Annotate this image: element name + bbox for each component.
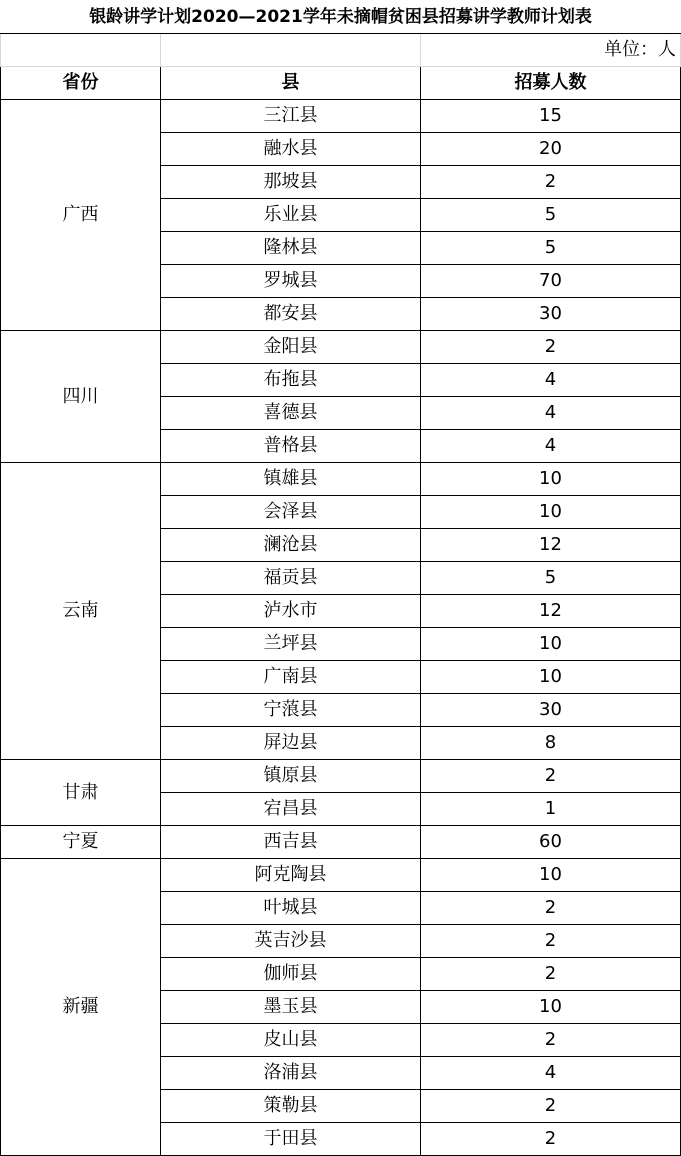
county-cell: 三江县 — [161, 100, 421, 133]
count-cell: 10 — [421, 859, 681, 892]
county-cell: 普格县 — [161, 430, 421, 463]
table-row — [1, 100, 681, 133]
county-cell: 罗城县 — [161, 265, 421, 298]
county-cell: 镇雄县 — [161, 463, 421, 496]
count-cell: 2 — [421, 760, 681, 793]
count-cell: 10 — [421, 463, 681, 496]
count-cell: 10 — [421, 991, 681, 1024]
count-cell: 12 — [421, 595, 681, 628]
county-cell: 宕昌县 — [161, 793, 421, 826]
count-cell: 10 — [421, 661, 681, 694]
county-cell: 伽师县 — [161, 958, 421, 991]
count-cell: 60 — [421, 826, 681, 859]
county-cell: 泸水市 — [161, 595, 421, 628]
county-cell: 布拖县 — [161, 364, 421, 397]
count-cell: 10 — [421, 628, 681, 661]
county-cell: 兰坪县 — [161, 628, 421, 661]
county-cell: 福贡县 — [161, 562, 421, 595]
header-count: 招募人数 — [421, 67, 681, 100]
county-cell: 西吉县 — [161, 826, 421, 859]
count-cell: 2 — [421, 331, 681, 364]
county-cell: 那坡县 — [161, 166, 421, 199]
county-cell: 澜沧县 — [161, 529, 421, 562]
header-county: 县 — [161, 67, 421, 100]
table-row — [1, 826, 681, 859]
count-cell: 8 — [421, 727, 681, 760]
county-cell: 英吉沙县 — [161, 925, 421, 958]
count-cell: 4 — [421, 430, 681, 463]
count-cell: 30 — [421, 298, 681, 331]
count-cell: 10 — [421, 496, 681, 529]
province-cell: 云南 — [1, 463, 161, 760]
table-row — [1, 760, 681, 793]
county-cell: 皮山县 — [161, 1024, 421, 1057]
county-cell: 镇原县 — [161, 760, 421, 793]
count-cell: 4 — [421, 1057, 681, 1090]
count-cell: 5 — [421, 232, 681, 265]
county-cell: 于田县 — [161, 1123, 421, 1156]
count-cell: 2 — [421, 925, 681, 958]
count-cell: 15 — [421, 100, 681, 133]
count-cell: 2 — [421, 892, 681, 925]
blank-cell — [1, 34, 161, 67]
unit-label: 单位：人 — [421, 34, 681, 67]
province-cell: 广西 — [1, 100, 161, 331]
county-cell: 阿克陶县 — [161, 859, 421, 892]
count-cell: 2 — [421, 166, 681, 199]
count-cell: 1 — [421, 793, 681, 826]
province-cell: 甘肃 — [1, 760, 161, 826]
county-cell: 洛浦县 — [161, 1057, 421, 1090]
count-cell: 2 — [421, 1090, 681, 1123]
county-cell: 墨玉县 — [161, 991, 421, 1024]
count-cell: 30 — [421, 694, 681, 727]
table-row — [1, 463, 681, 496]
header-province: 省份 — [1, 67, 161, 100]
count-cell: 2 — [421, 1024, 681, 1057]
blank-cell — [161, 34, 421, 67]
count-cell: 2 — [421, 1123, 681, 1156]
count-cell: 5 — [421, 562, 681, 595]
county-cell: 广南县 — [161, 661, 421, 694]
count-cell: 12 — [421, 529, 681, 562]
table-row — [1, 859, 681, 892]
county-cell: 融水县 — [161, 133, 421, 166]
county-cell: 金阳县 — [161, 331, 421, 364]
county-cell: 叶城县 — [161, 892, 421, 925]
county-cell: 隆林县 — [161, 232, 421, 265]
province-cell: 新疆 — [1, 859, 161, 1156]
table-row — [1, 331, 681, 364]
table-title: 银龄讲学计划2020—2021学年未摘帽贫困县招募讲学教师计划表 — [1, 1, 681, 34]
count-cell: 20 — [421, 133, 681, 166]
count-cell: 4 — [421, 397, 681, 430]
table-body — [1, 100, 681, 1156]
county-cell: 会泽县 — [161, 496, 421, 529]
count-cell: 2 — [421, 958, 681, 991]
county-cell: 乐业县 — [161, 199, 421, 232]
count-cell: 5 — [421, 199, 681, 232]
county-cell: 都安县 — [161, 298, 421, 331]
county-cell: 宁蒗县 — [161, 694, 421, 727]
county-cell: 喜德县 — [161, 397, 421, 430]
province-cell: 宁夏 — [1, 826, 161, 859]
count-cell: 4 — [421, 364, 681, 397]
province-cell: 四川 — [1, 331, 161, 463]
county-cell: 策勒县 — [161, 1090, 421, 1123]
county-cell: 屏边县 — [161, 727, 421, 760]
count-cell: 70 — [421, 265, 681, 298]
